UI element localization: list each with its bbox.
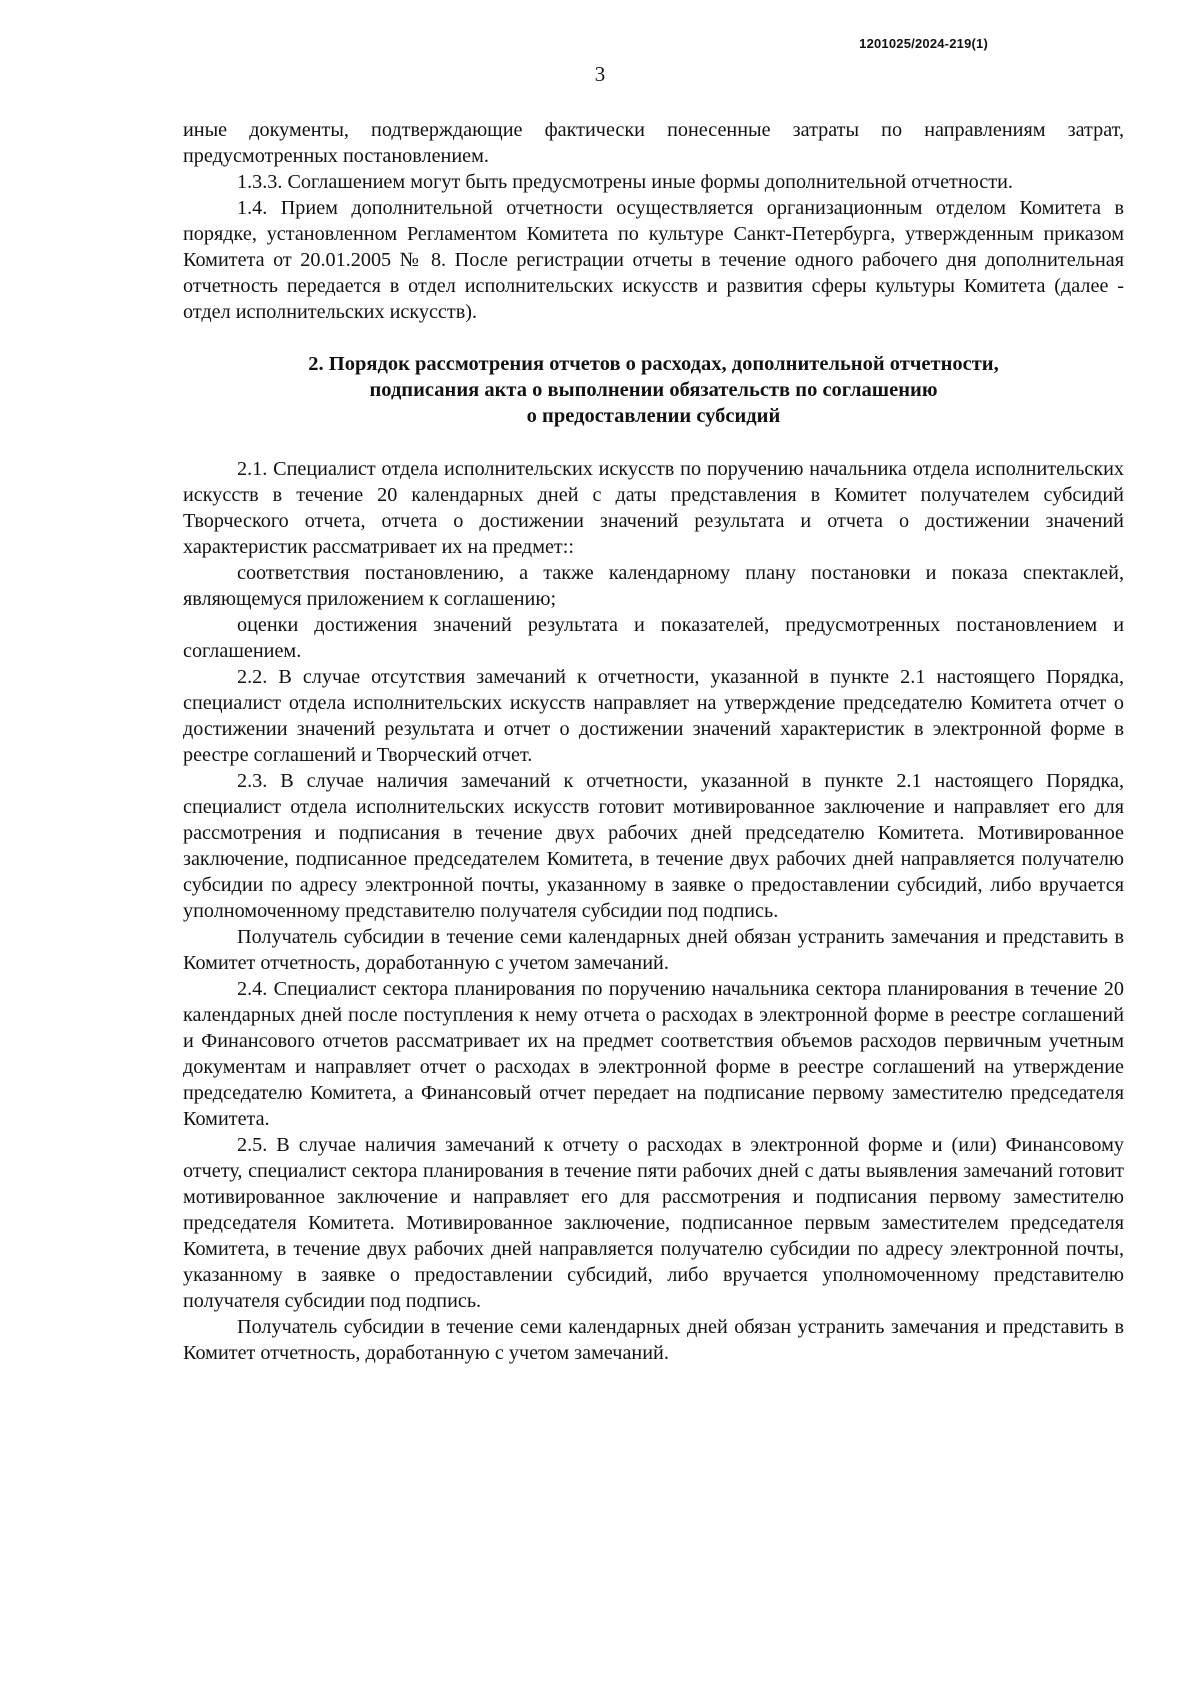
section-heading-line-1: 2. Порядок рассмотрения отчетов о расходах, дополнительной отчетности, (308, 353, 999, 375)
page-number: 3 (594, 62, 606, 86)
paragraph-1-4: 1.4. Прием дополнительной отчетности осуществляется организационным отделом Комитета в порядке, установленном Регламентом Комитета по культуре Санкт-Петербурга, утвержденным приказом Комитета от 20.01.2005 № 8. После регистрации отчеты в течение одного рабочего дня дополнительная отчетность передается в отдел исполнительских искусств и развития сферы культуры Комитета (далее - отдел исполнительских искусств). (183, 197, 1124, 323)
paragraph-1-3-3: 1.3.3. Соглашением могут быть предусмотрены иные формы дополнительной отчетности. (237, 171, 1013, 193)
paragraph-2-5: 2.5. В случае наличия замечаний к отчету о расходах в электронной форме и (или) Финансовому отчету, специалист сектора планирования в течение пяти рабочих дней с даты выявления замечаний готовит мотивированное заключение и направляет его для рассмотрения и подписания первому заместителю председателя Комитета. Мотивированное заключение, подписанное первым заместителем председателя Комитета, в течение двух рабочих дней направляется получателю субсидии по адресу электронной почты, указанному в заявке о предоставлении субсидий, либо вручается уполномоченному представителю получателя субсидии под подпись. (183, 1134, 1124, 1312)
paragraph-2-3: 2.3. В случае наличия замечаний к отчетности, указанной в пункте 2.1 настоящего Порядка, специалист отдела исполнительских искусств готовит мотивированное заключение и направляет его для рассмотрения и подписания в течение двух рабочих дней председателю Комитета. Мотивированное заключение, подписанное председателем Комитета, в течение двух рабочих дней направляется получателю субсидии по адресу электронной почты, указанному в заявке о предоставлении субсидий, либо вручается уполномоченному представителю получателя субсидии под подпись. (183, 770, 1124, 922)
document-number: 1201025/2024-219(1) (859, 36, 988, 51)
document-body (183, 117, 1124, 1366)
paragraph-2-2: 2.2. В случае отсутствия замечаний к отчетности, указанной в пункте 2.1 настоящего Порядка, специалист отдела исполнительских искусств направляет на утверждение председателю Комитета отчет о достижении значений результата и отчет о достижении значений характеристик в электронной форме в реестре соглашений и Творческий отчет. (183, 666, 1124, 766)
paragraph-2-1-item-conformity: соответствия постановлению, а также календарному плану постановки и показа спектаклей, являющемуся приложением к соглашению; (183, 562, 1124, 610)
paragraph-2-1: 2.1. Специалист отдела исполнительских искусств по поручению начальника отдела исполнительских искусств в течение 20 календарных дней с даты представления в Комитет получателем субсидий Творческого отчета, отчета о достижении значений результата и отчета о достижении значений характеристик рассматривает их на предмет:: (183, 458, 1124, 558)
section-heading-line-3: о предоставлении субсидий (526, 405, 781, 427)
section-heading-line-2: подписания акта о выполнении обязательств по соглашению (369, 379, 938, 401)
paragraph-2-1-item-evaluation: оценки достижения значений результата и показателей, предусмотренных постановлением и соглашением. (183, 614, 1124, 662)
paragraph-2-4: 2.4. Специалист сектора планирования по поручению начальника сектора планирования в течение 20 календарных дней после поступления к нему отчета о расходах в электронной форме в реестре соглашений и Финансового отчетов рассматривает их на предмет соответствия объемов расходов первичным учетным документам и направляет отчет о расходах в электронной форме в реестре соглашений на утверждение председателю Комитета, а Финансовый отчет передает на подписание первому заместителю председателя Комитета. (183, 978, 1124, 1130)
paragraph-continuation: иные документы, подтверждающие фактически понесенные затраты по направлениям затрат, предусмотренных постановлением. (183, 119, 1124, 167)
paragraph-2-5-recipient-obligation: Получатель субсидии в течение семи календарных дней обязан устранить замечания и представить в Комитет отчетность, доработанную с учетом замечаний. (183, 1316, 1124, 1364)
paragraph-2-3-recipient-obligation: Получатель субсидии в течение семи календарных дней обязан устранить замечания и представить в Комитет отчетность, доработанную с учетом замечаний. (183, 926, 1124, 974)
section-heading (183, 351, 1124, 429)
